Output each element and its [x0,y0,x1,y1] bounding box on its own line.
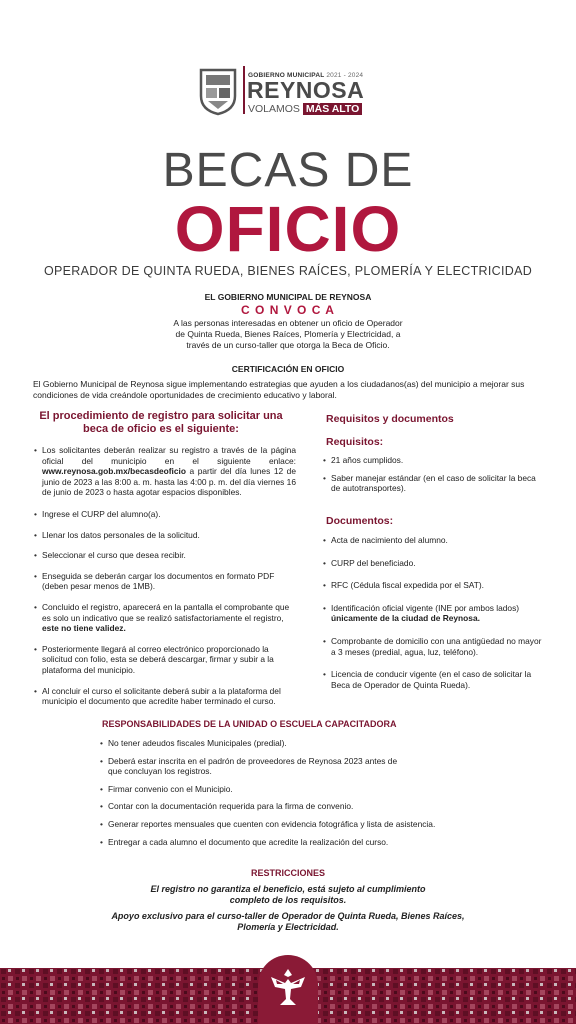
restriction-1-text: El registro no garantiza el beneficio, está sujeto al cumplimiento completo de los requisitos. [150,884,426,905]
procedure-item [34,602,296,634]
logo-slogan-a: VOLAMOS [248,103,300,115]
logo-gobierno: GOBIERNO MUNICIPAL [248,72,325,79]
logo-slogan-b: MÁS ALTO [303,103,362,115]
procedure-item1-text-b: a partir del día lunes 12 de junio de 2023 a las 8:00 a. m. hasta las 4:00 p. m. del día viernes 16 de junio de 2023 o hasta agotar espacios disponibles. [42,466,296,498]
procedure-item4-text: Seleccionar el curso que desea recibir. [42,550,186,561]
municipal-shield-icon [197,66,239,116]
responsibilities-title: RESPONSABILIDADES DE LA UNIDAD O ESCUELA CAPACITADORA [102,719,397,729]
responsibility-3-text: Firmar convenio con el Municipio. [108,783,233,794]
requisitos-title: Requisitos: [326,436,384,448]
convoca-text: A las personas interesadas en obtener un oficio de Operador de Quinta Rueda, Bienes Raíces, Plomería y Electricidad, a través de un curso-taller que otorga la Beca de Oficio. [173,318,403,350]
requirements-title: Requisitos y documentos [326,413,454,425]
requisito-item [323,473,543,494]
documento-item [323,580,543,591]
documento-2-text: CURP del beneficiado. [331,557,416,568]
procedure-item1-text: Los solicitantes deberán realizar su registro a través de la página oficial del municipio en el siguiente enlace: [42,445,296,466]
procedure-title: El procedimiento de registro para solicitar una beca de oficio es el siguiente: [39,410,283,435]
documento-4-text: Identificación oficial vigente (INE por ambos lados) [331,602,520,613]
responsibilities-list [100,738,480,847]
documento-3-text: RFC (Cédula fiscal expedida por el SAT). [331,580,484,591]
responsibility-1-text: No tener adeudos fiscales Municipales (predial). [108,738,287,748]
responsibility-5-text: Generar reportes mensuales que cuenten con evidencia fotográfica y lista de asistencia. [108,818,436,829]
gov-heading: EL GOBIERNO MUNICIPAL DE REYNOSA [204,292,372,302]
procedure-item6-bold: este no tiene validez. [42,623,126,634]
footer-emblem [258,955,318,1024]
responsibility-item [100,801,480,812]
procedure-item7-text: Posteriormente llegará al correo electrónico proporcionado la solicitud con folio, esta se deberá descargar, firmar y subir a la plataforma del municipio. [42,643,274,675]
eagle-emblem-icon [268,965,308,1009]
procedure-item5-text: Enseguida se deberán cargar los documentos en formato PDF (deben pesar menos de 1MB). [42,570,275,592]
responsibility-item [100,819,480,830]
registration-link[interactable]: www.reynosa.gob.mx/becasdeoficio [42,466,186,477]
cert-heading: CERTIFICACIÓN EN OFICIO [231,364,345,374]
procedure-item2-text: Ingrese el CURP del alumno(a). [42,508,161,519]
responsibility-6-text: Entregar a cada alumno el documento que acredite la realización del curso. [108,836,389,847]
documentos-list [323,535,543,690]
requisito-2-text: Saber manejar estándar (en el caso de solicitar la beca de autotransportes). [331,472,536,494]
requisito-1-text: 21 años cumplidos. [331,455,404,465]
procedure-item [34,686,296,707]
procedure-item [34,509,296,520]
procedure-item [34,530,296,541]
logo-city: REYNOSA [247,77,365,103]
logo-period: 2021 - 2024 [326,72,364,79]
responsibility-item [100,756,408,777]
responsibility-2-text: Deberá estar inscrita en el padrón de proveedores de Reynosa 2023 antes de que concluyan los registros. [108,755,398,777]
procedure-item [34,571,296,592]
requisitos-list [323,455,543,494]
documento-item [323,603,543,624]
hero-subtitle: OPERADOR DE QUINTA RUEDA, BIENES RAÍCES, PLOMERÍA Y ELECTRICIDAD [43,264,533,278]
hero-line2: OFICIO [174,193,402,265]
procedure-item3-text: Llenar los datos personales de la solicitud. [42,529,200,540]
documento-5-text: Comprobante de domicilio con una antigüedad no mayor a 3 meses (predial, agua, luz, teléfono). [331,635,542,657]
documento-item [323,669,543,690]
procedure-item [34,445,296,498]
documento-item [323,558,543,569]
procedure-list [34,445,296,707]
restrictions-title: RESTRICCIONES [250,868,325,878]
responsibility-4-text: Contar con la documentación requerida para la firma de convenio. [108,801,354,812]
convoca-heading: C O N V O C A [241,303,335,317]
procedure-item6-text: Concluido el registro, aparecerá en la pantalla el comprobante que es solo un indicativo que se realizó satisfactoriamente el registro, [42,601,290,623]
documento-item [323,636,543,657]
responsibility-item [100,784,480,795]
documento-item [323,535,543,546]
responsibility-item [100,837,480,848]
procedure-item8-text: Al concluir el curso el solicitante deberá subir a la plataforma del municipio el documento que acredite haber terminado el curso. [42,685,281,707]
documento-1-text: Acta de nacimiento del alumno. [331,535,448,545]
municipal-logo [197,66,379,118]
procedure-item [34,644,296,676]
documento-4-bold: únicamente de la ciudad de Reynosa. [331,613,480,624]
hero-line1: BECAS DE [162,144,414,197]
documentos-title: Documentos: [326,515,394,527]
restriction-2-text: Apoyo exclusivo para el curso-taller de Operador de Quinta Rueda, Bienes Raíces, Plomería y Electricidad. [111,911,465,932]
procedure-item [34,550,296,561]
requisito-item [323,455,543,466]
documento-6-text: Licencia de conducir vigente (en el caso de solicitar la Beca de Operador de Quinta Rueda). [331,669,532,690]
cert-text: El Gobierno Municipal de Reynosa sigue implementando estrategias que ayuden a los ciudadanos(as) del municipio a mejorar sus condiciones de vida creándole oportunidades de crecimiento educativo y laboral. [33,379,525,400]
responsibility-item [100,738,480,749]
